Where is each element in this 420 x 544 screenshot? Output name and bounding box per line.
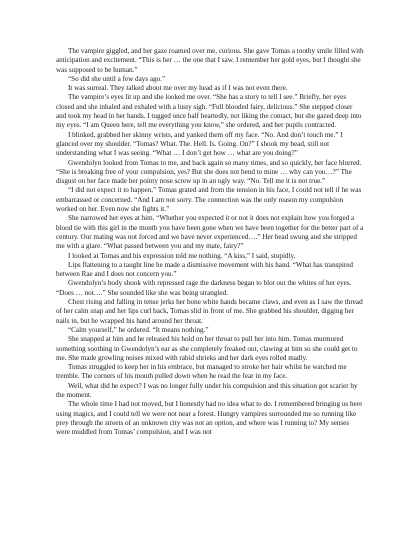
paragraph: “So did she until a few days ago.” — [68, 74, 166, 83]
paragraph: Tomas struggled to keep her in his embrace, but managed to stroke her hair whilst he watched me tremble. The corners of his mouth pulled down when he read the fear in my face. — [56, 363, 347, 381]
paragraph: The vampire giggled, and her gaze roamed over me, curious. She gave Tomas a toothy smile filled with anticipation and excitement. “This is her … the one that I saw. I remember her gold eyes, but I thought she was supposed to be human.” — [56, 47, 364, 74]
body-text — [56, 47, 364, 437]
paragraph: “I did not expect it to happen,” Tomas grated and from the tension in his face, I could not tell if he was embarrassed or concerned. “And I am not sorry. The connection was the only reason my compulsion worked on her. Even now she fights it.” — [56, 186, 362, 214]
paragraph: Chest rising and falling in tense jerks her bone white hands became claws, and even as I saw the thread of her calm snap and her lips curl back, Tomas slid in front of me. She grabbed his shoulder, digging her nails in, but he wrapped his hand around her throat. — [56, 298, 363, 325]
paragraph: The whole time I had not moved, but I honestly had no idea what to do. I remembered bringing us here using magics, and I could tell we were not near a forest. Hungry vampires surrounded me so running like prey through the streets of an unknown city was not an option, and where was I running to? My senses were muddled from Tomas’ compulsion, and I was not — [56, 400, 363, 437]
paragraph: I blinked, grabbed her skinny wrists, and yanked them off my face. “No. And don’t touch me.” I glanced over my shoulder. “Tomas? What. The. Hell. Is. Going. On?” I shook my head, still not understanding what I was seeing. “What … I don’t get how … what are you doing?” — [56, 130, 343, 158]
paragraph: It was surreal. They talked about me over my head as if I was not even there. — [68, 84, 288, 93]
paragraph: She snapped at him and he released his hold on her throat to pull her into him. Tomas murmured something soothing in Gwendolyn’s ear as she completely freaked out, clawing at him so she could get to me. She made growling noises mixed with rabid shrieks and her dark eyes rolled madly. — [56, 335, 358, 362]
paragraph: Lips flattening to a taught line he made a dismissive movement with his hand. “What has transpired between Rae and I does not concern you.” — [56, 260, 353, 279]
paragraph: The vampire’s eyes lit up and she looked me over. “She has a story to tell I see.” Briefly, her eyes closed and she inhaled and exhaled with a lusty sigh. “Full blooded fairy, delicious.” She stepped closer and took my head in her hands. I tugged once half heartedly, not liking the contact, but she gazed deep into my eyes. “I am Queen here, tell me everything you know,” she ordered, and her pupils contracted. — [56, 93, 362, 130]
paragraph: I looked at Tomas and his expression told me nothing. “A kiss,” I said, stupidly. — [68, 251, 296, 260]
paragraph: “Calm yourself,” he ordered. “It means nothing.” — [68, 325, 209, 334]
paragraph: Gwendolyn looked from Tomas to me, and back again so many times, and so quickly, her face blurred. “She is breaking free of your compulsion, yes? But she does not bend to mine … why can you…?” The disgust on her face made her pointy nose screw up in an ugly way. “No. Tell me it is not true.” — [56, 158, 362, 186]
paragraph: Gwendolyn’s body shook with repressed rage the darkness began to blot out the whites of her eyes. “Does … not….” She sounded like she was being strangled. — [56, 279, 352, 297]
paragraph: Well, what did he expect? I was no longer fully under his compulsion and this situation got scarier by the moment. — [56, 381, 358, 399]
paragraph: She narrowed her eyes at him. “Whether you expected it or not it does not explain how you forged a blood tie with this girl in the month you have been gone when we have been together for the better part of a century. Our mating was not forced and we have never experienced….” Her head swung and she stripped me with a glare. “What passed between you and my mate, fairy?” — [56, 214, 364, 251]
